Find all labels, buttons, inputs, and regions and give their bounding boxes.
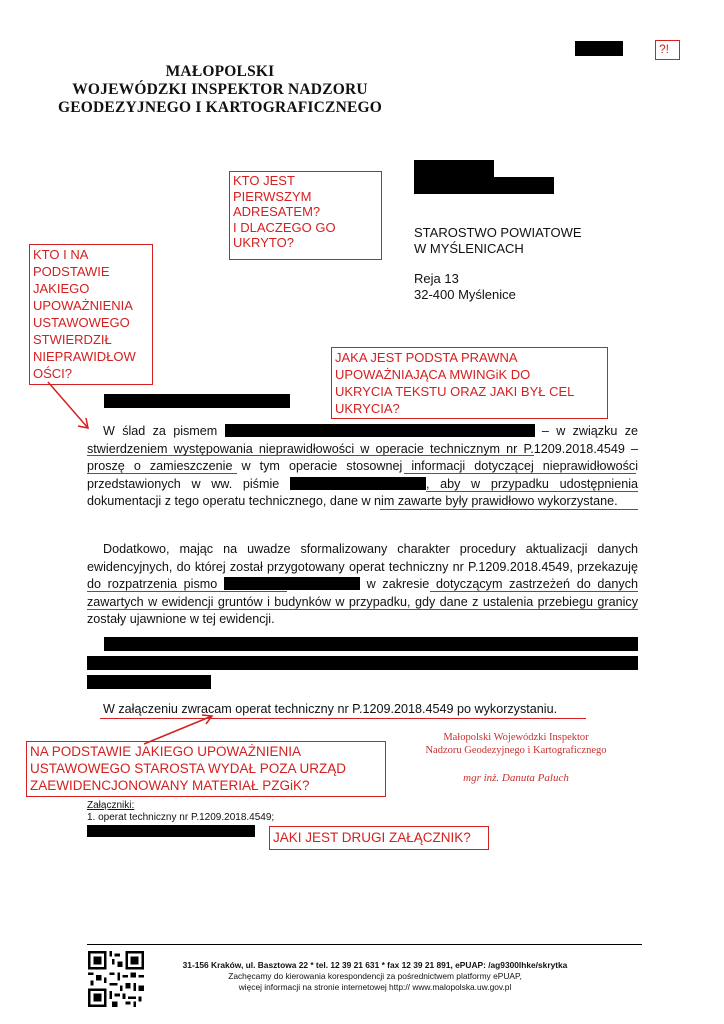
header-line-1: MAŁOPOLSKI: [165, 63, 275, 80]
note-second-attachment: JAKI JEST DRUGI ZAŁĄCZNIK?: [269, 826, 489, 850]
redacted-paragraph-line-3: [87, 675, 211, 689]
underline-mark: [87, 609, 638, 610]
redacted-paragraph-line-1: [104, 637, 638, 651]
header-line-2: WOJEWÓDZKI INSPEKTOR NADZORU: [72, 81, 368, 98]
paragraph-4: W załączeniu zwracam operat techniczny nr P.1209.2018.4549 po wykorzystaniu.: [103, 702, 558, 716]
paragraph-1: W ślad za pismem – w związku ze stwierdzeniem występowania nieprawidłowości w operacie technicznym nr P.1209.2018.4549 – proszę o zamieszczenie w tym operacie stosownej informacji dotyczącej nieprawidłowości przedstawionych w ww. piśmie , aby w przypadku udostępnienia dokumentacji z tego operatu technicznego, dane w nim zawarte były prawidłowo wykorzystane.: [87, 424, 639, 509]
redacted-paragraph-line-2: [87, 656, 638, 670]
recipient-street: Reja 13: [414, 271, 459, 286]
signature-title-1: Małopolski Wojewódzki Inspektor: [443, 732, 589, 743]
signature-title-2: Nadzoru Geodezyjnego i Kartograficznego: [425, 745, 607, 756]
note-who-authority: KTO I NA PODSTAWIE JAKIEGO UPOWAŻNIENIA USTAWOWEGO STWIERDZIŁ NIEPRAWIDŁOW OŚCI?: [29, 244, 153, 385]
underline-mark: [426, 491, 638, 492]
redacted-letter-ref-1: [225, 424, 535, 437]
underline-mark: [404, 473, 636, 474]
underline-mark: [380, 509, 638, 510]
qr-code-icon: [88, 951, 144, 1007]
redacted-addressee-2: [414, 177, 554, 194]
header-line-3: GEODEZYJNEGO I KARTOGRAFICZNEGO: [57, 99, 383, 116]
footer-line-2: Zachęcamy do kierowania korespondencji za pośrednictwem platformy ePUAP,: [228, 971, 522, 981]
recipient-name-2: W MYŚLENICACH: [414, 241, 524, 256]
underline-mark: [87, 591, 287, 592]
redacted-attachment-2: [87, 825, 255, 837]
paragraph-2: Dodatkowo, mając na uwadze sformalizowany charakter procedury aktualizacji danych ewidencyjnych, do której został przygotowany operat techniczny nr P.1209.2018.4549, przekazuję do rozpatrzenia pismo w zakresie dotyczącym zastrzeżeń do danych zawartych w ewidencji gruntów i budynków w przypadku, gdy dane z ustalenia przebiegu granicy zostały ujawnione w tej ewidencji.: [87, 542, 639, 627]
underline-mark: [87, 455, 534, 456]
footer-line-3: więcej informacji na stronie internetowej http:// www.malopolska.uw.gov.pl: [238, 982, 512, 992]
footer-line-1: 31-156 Kraków, ul. Basztowa 22 * tel. 12 39 21 631 * fax 12 39 21 891, ePUAP: /ag9300lhke/skrytka: [182, 960, 568, 970]
signature-name: mgr inż. Danuta Paluch: [463, 772, 569, 784]
underline-mark: [430, 591, 638, 592]
recipient-city: 32-400 Myślenice: [414, 287, 516, 302]
attachments-label: Załączniki:: [87, 800, 135, 811]
redacted-addressee-1: [414, 160, 494, 178]
redacted-letter-ref-2: [290, 477, 426, 490]
redacted-reference: [575, 41, 623, 56]
note-first-addressee: KTO JEST PIERWSZYM ADRESATEM? I DLACZEGO GO UKRYTO?: [229, 171, 382, 260]
note-starosta-authority: NA PODSTAWIE JAKIEGO UPOWAŻNIENIA USTAWOWEGO STAROSTA WYDAŁ POZA URZĄD ZAEWIDENCJONOWANY MATERIAŁ PZGiK?: [26, 741, 386, 797]
underline-mark: [87, 473, 237, 474]
attachment-item-1: 1. operat techniczny nr P.1209.2018.4549;: [87, 812, 275, 823]
redacted-case-number: [104, 394, 290, 408]
redacted-letter-ref-3: [224, 577, 360, 590]
recipient-name-1: STAROSTWO POWIATOWE: [414, 225, 582, 240]
corner-note: ?!: [655, 40, 680, 60]
footer-divider: [87, 944, 642, 945]
note-legal-basis: JAKA JEST PODSTA PRAWNA UPOWAŻNIAJĄCA MWINGiK DO UKRYCIA TEKSTU ORAZ JAKI BYŁ CEL UKRYCIA?: [331, 347, 608, 419]
